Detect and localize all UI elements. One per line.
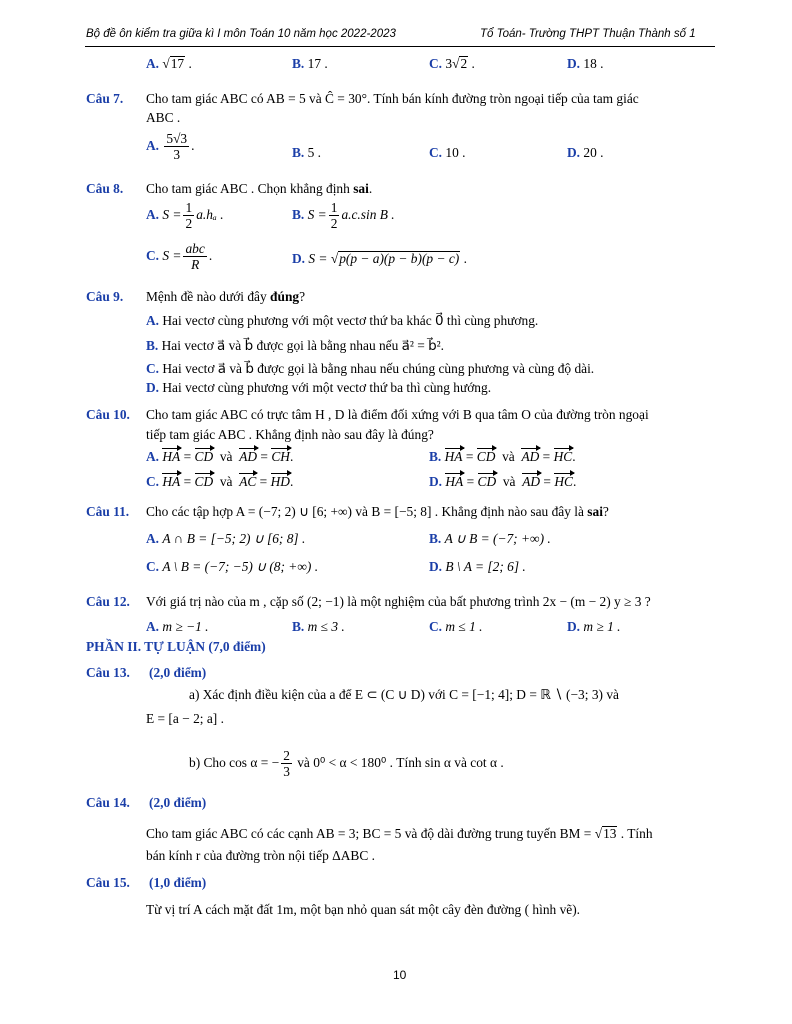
header-divider xyxy=(85,46,715,47)
question-10-option-a: A. HA = CD và AD = CH. xyxy=(146,449,294,464)
question-11-label: Câu 11. xyxy=(86,504,130,519)
question-13a-text-cont: E = [a − 2; a] . xyxy=(146,711,224,726)
question-13-points: (2,0 điểm) xyxy=(149,665,207,680)
question-8-text: Cho tam giác ABC . Chọn khẳng định sai. xyxy=(146,181,373,196)
question-8-label: Câu 8. xyxy=(86,181,124,196)
question-12-option-d: D. m ≥ 1 . xyxy=(567,619,621,634)
question-8-option-d: D. S = √p(p − a)(p − b)(p − c) . xyxy=(292,251,467,266)
question-10-text: Cho tam giác ABC có trực tâm H , D là điểm đối xứng với B qua tâm O của đường tròn ngoại xyxy=(146,407,649,422)
question-10-text-cont: tiếp tam giác ABC . Khẳng định nào sau đây là đúng? xyxy=(146,427,434,442)
question-12-label: Câu 12. xyxy=(86,594,130,609)
question-13-label: Câu 13. xyxy=(86,665,130,680)
question-7-option-d: D. 20 . xyxy=(567,145,604,160)
top-option-b: B. 17 . xyxy=(292,56,328,71)
question-9-option-c: C. Hai vectơ a⃗ và b⃗ được gọi là bằng nhau nếu chúng cùng phương và cùng độ dài. xyxy=(146,361,595,376)
question-11-option-a: A. A ∩ B = [−5; 2) ∪ [6; 8] . xyxy=(146,531,306,546)
question-11-option-d: D. B \ A = [2; 6] . xyxy=(429,559,526,574)
question-14-text: Cho tam giác ABC có các cạnh AB = 3; BC = 5 và độ dài đường trung tuyến BM = √13 . Tính xyxy=(146,826,653,841)
question-9-option-b: B. Hai vectơ a⃗ và b⃗ được gọi là bằng nhau nếu a⃗² = b⃗². xyxy=(146,338,445,353)
question-15-text: Từ vị trí A cách mặt đất 1m, một bạn nhỏ quan sát một cây đèn đường ( hình vẽ). xyxy=(146,902,581,917)
question-14-text-cont: bán kính r của đường tròn nội tiếp ΔABC . xyxy=(146,848,375,863)
question-7-label: Câu 7. xyxy=(86,91,124,106)
question-7-option-a: A. $\frac{5√3}{3}$ . xyxy=(146,131,195,163)
top-option-d: D. 18 . xyxy=(567,56,604,71)
top-option-a: A. √17 . xyxy=(146,56,192,71)
fraction: $\frac{\text{abc}}{R}$ xyxy=(185,241,205,273)
question-15-points: (1,0 điểm) xyxy=(149,875,207,890)
question-12-text: Với giá trị nào của m , cặp số (2; −1) là một nghiệm của bất phương trình 2x − (m − 2) y ≥ 3 ? xyxy=(146,594,651,609)
section-title: PHẦN II. TỰ LUẬN (7,0 điểm) xyxy=(86,639,266,654)
question-13a-text: a) Xác định điều kiện của a để E ⊂ (C ∪ D) với C = [−1; 4]; D = ℝ ∖ (−3; 3) và xyxy=(189,687,619,702)
question-11-text: Cho các tập hợp A = (−7; 2) ∪ [6; +∞) và B = [−5; 8] . Khẳng định nào sau đây là sai? xyxy=(146,504,609,519)
question-9-label: Câu 9. xyxy=(86,289,124,304)
header-left: Bộ đề ôn kiểm tra giữa kì I môn Toán 10 năm học 2022-2023 xyxy=(86,28,396,40)
question-12-option-c: C. m ≤ 1 . xyxy=(429,619,483,634)
question-8-option-b: B. S = $\frac{1}{2}$ a.c.sin B . xyxy=(292,200,395,232)
question-8-option-a: A. S = $\frac{1}{2}$ a.hₐ . xyxy=(146,200,224,232)
top-option-c: C. 3√2 . xyxy=(429,56,475,71)
page-number: 10 xyxy=(393,968,407,982)
question-14-points: (2,0 điểm) xyxy=(149,795,207,810)
fraction: $\frac{1}{2}$ xyxy=(330,200,338,232)
question-9-text: Mệnh đề nào dưới đây đúng? xyxy=(146,289,306,304)
question-10-label: Câu 10. xyxy=(86,407,130,422)
question-10-option-c: C. HA = CD và AC = HD. xyxy=(146,474,294,489)
question-12-option-b: B. m ≤ 3 . xyxy=(292,619,345,634)
question-8-option-c: C. S = $\frac{\text{abc}}{R}$ . xyxy=(146,241,213,273)
question-12-option-a: A. m ≥ −1 . xyxy=(146,619,209,634)
question-9-option-d: D. Hai vectơ cùng phương với một vectơ thứ ba thì cùng hướng. xyxy=(146,380,492,395)
question-10-option-b: B. HA = CD và AD = HC. xyxy=(429,449,576,464)
question-7-text-cont: ABC . xyxy=(146,110,181,125)
question-7-option-c: C. 10 . xyxy=(429,145,466,160)
header-right: Tổ Toán- Trường THPT Thuận Thành số 1 xyxy=(480,28,696,40)
question-10-option-d: D. HA = CD và AD = HC. xyxy=(429,474,577,489)
question-14-label: Câu 14. xyxy=(86,795,130,810)
question-11-option-c: C. A \ B = (−7; −5) ∪ (8; +∞) . xyxy=(146,559,319,574)
question-11-option-b: B. A ∪ B = (−7; +∞) . xyxy=(429,531,551,546)
fraction: $\frac{1}{2}$ xyxy=(185,200,193,232)
question-13b-text: b) Cho cos α = − $\frac{2}{3}$ và 0⁰ < α < 180⁰ . Tính sin α và cot α . xyxy=(189,748,504,780)
question-9-option-a: A. Hai vectơ cùng phương với một vectơ thứ ba khác 0⃗ thì cùng phương. xyxy=(146,313,539,328)
fraction: $\frac{2}{3}$ xyxy=(283,748,290,780)
fraction: $\frac{5√3}{3}$ xyxy=(166,131,188,163)
question-7-option-b: B. 5 . xyxy=(292,145,322,160)
question-7-text: Cho tam giác ABC có AB = 5 và Ĉ = 30°. Tính bán kính đường tròn ngoại tiếp của tam giác xyxy=(146,91,639,106)
question-15-label: Câu 15. xyxy=(86,875,130,890)
